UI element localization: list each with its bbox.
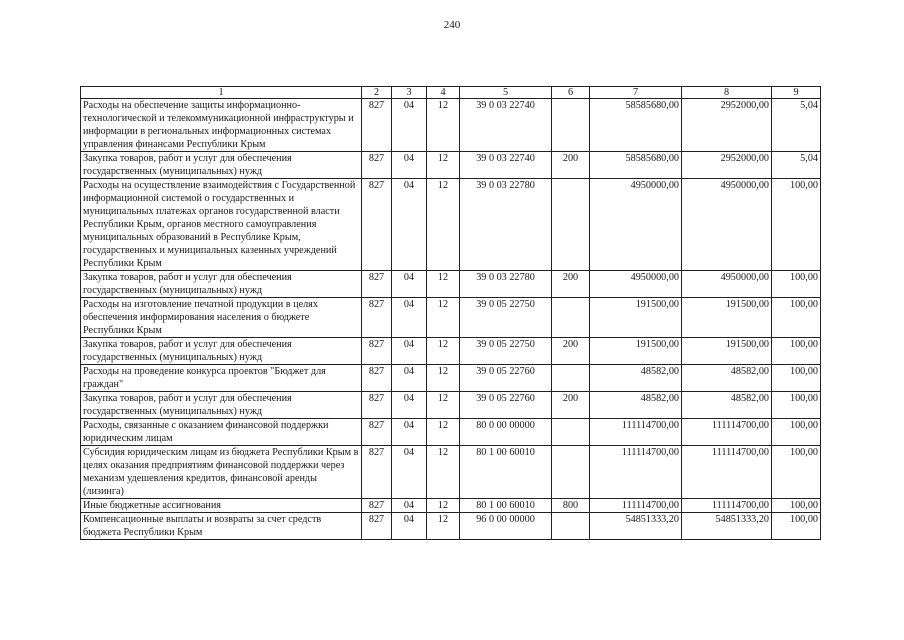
row-name-cell: Расходы на проведение конкурса проектов "Бюджет для граждан" [81,365,362,392]
planned-amount-cell: 191500,00 [590,338,682,365]
header-cell-3: 3 [392,87,427,99]
page-number: 240 [443,19,461,31]
subsection-code-cell: 12 [427,419,460,446]
table-row [81,179,821,271]
row-name-cell: Компенсационные выплаты и возвраты за счет средств бюджета Республики Крым [81,513,362,540]
executed-amount-cell: 54851333,20 [682,513,772,540]
planned-amount-cell: 111114700,00 [590,419,682,446]
target-article-cell: 39 0 05 22760 [460,392,552,419]
target-article-cell: 39 0 03 22780 [460,179,552,271]
table-row [81,365,821,392]
gr-code-cell: 827 [362,152,392,179]
row-name-cell: Субсидия юридическим лицам из бюджета Республики Крым в целях оказания предприятиям финансовой поддержки через механизм удешевления кредитов, финансовой аренды (лизинга) [81,446,362,499]
planned-amount-cell: 111114700,00 [590,446,682,499]
section-code-cell: 04 [392,513,427,540]
execution-percent-cell: 5,04 [772,99,821,152]
table-row [81,271,821,298]
planned-amount-cell: 4950000,00 [590,271,682,298]
header-cell-1: 1 [81,87,362,99]
subsection-code-cell: 12 [427,99,460,152]
expense-type-cell: 200 [552,338,590,365]
subsection-code-cell: 12 [427,152,460,179]
executed-amount-cell: 111114700,00 [682,446,772,499]
planned-amount-cell: 191500,00 [590,298,682,338]
executed-amount-cell: 2952000,00 [682,152,772,179]
row-name-cell: Расходы на обеспечение защиты информационно-технологической и телекоммуникационной инфраструктуры и информации в региональных информационных системах управления финансами Республики Крым [81,99,362,152]
expense-type-cell [552,446,590,499]
gr-code-cell: 827 [362,99,392,152]
execution-percent-cell: 5,04 [772,152,821,179]
target-article-cell: 80 1 00 60010 [460,499,552,513]
executed-amount-cell: 111114700,00 [682,499,772,513]
row-name-cell: Закупка товаров, работ и услуг для обеспечения государственных (муниципальных) нужд [81,271,362,298]
execution-percent-cell: 100,00 [772,338,821,365]
planned-amount-cell: 4950000,00 [590,179,682,271]
gr-code-cell: 827 [362,513,392,540]
subsection-code-cell: 12 [427,513,460,540]
row-name-cell: Иные бюджетные ассигнования [81,499,362,513]
table-row [81,513,821,540]
execution-percent-cell: 100,00 [772,392,821,419]
target-article-cell: 39 0 03 22780 [460,271,552,298]
table-row [81,99,821,152]
planned-amount-cell: 48582,00 [590,392,682,419]
executed-amount-cell: 48582,00 [682,365,772,392]
target-article-cell: 80 0 00 00000 [460,419,552,446]
expense-type-cell [552,365,590,392]
execution-percent-cell: 100,00 [772,499,821,513]
executed-amount-cell: 4950000,00 [682,271,772,298]
expense-type-cell [552,419,590,446]
target-article-cell: 39 0 03 22740 [460,152,552,179]
row-name-cell: Расходы, связанные с оказанием финансовой поддержки юридическим лицам [81,419,362,446]
gr-code-cell: 827 [362,446,392,499]
execution-percent-cell: 100,00 [772,419,821,446]
row-name-cell: Закупка товаров, работ и услуг для обеспечения государственных (муниципальных) нужд [81,338,362,365]
subsection-code-cell: 12 [427,338,460,365]
subsection-code-cell: 12 [427,365,460,392]
table-row [81,392,821,419]
executed-amount-cell: 48582,00 [682,392,772,419]
section-code-cell: 04 [392,179,427,271]
gr-code-cell: 827 [362,179,392,271]
planned-amount-cell: 58585680,00 [590,99,682,152]
target-article-cell: 39 0 05 22760 [460,365,552,392]
execution-percent-cell: 100,00 [772,271,821,298]
header-cell-6: 6 [552,87,590,99]
header-row [81,87,821,99]
subsection-code-cell: 12 [427,392,460,419]
header-cell-9: 9 [772,87,821,99]
section-code-cell: 04 [392,419,427,446]
table-row [81,446,821,499]
execution-percent-cell: 100,00 [772,298,821,338]
row-name-cell: Закупка товаров, работ и услуг для обеспечения государственных (муниципальных) нужд [81,392,362,419]
table-row [81,338,821,365]
row-name-cell: Расходы на изготовление печатной продукции в целях обеспечения информирования населения о бюджете Республики Крым [81,298,362,338]
executed-amount-cell: 111114700,00 [682,419,772,446]
header-cell-5: 5 [460,87,552,99]
row-name-cell: Расходы на осуществление взаимодействия с Государственной информационной системой о государственных и муниципальных платежах органов государственной власти Республики Крым, органов местного самоуправления муниципальных образований в Республике Крым, государственных и муниципальных казенных учреждений Республики Крым [81,179,362,271]
expense-type-cell [552,99,590,152]
execution-percent-cell: 100,00 [772,179,821,271]
gr-code-cell: 827 [362,392,392,419]
execution-percent-cell: 100,00 [772,513,821,540]
section-code-cell: 04 [392,365,427,392]
subsection-code-cell: 12 [427,446,460,499]
table-body [81,99,821,540]
table-row [81,298,821,338]
table-header [81,87,821,99]
header-cell-7: 7 [590,87,682,99]
planned-amount-cell: 54851333,20 [590,513,682,540]
gr-code-cell: 827 [362,271,392,298]
table-row [81,152,821,179]
target-article-cell: 39 0 05 22750 [460,338,552,365]
row-name-cell: Закупка товаров, работ и услуг для обеспечения государственных (муниципальных) нужд [81,152,362,179]
header-cell-8: 8 [682,87,772,99]
expense-type-cell [552,179,590,271]
expense-type-cell: 200 [552,152,590,179]
planned-amount-cell: 58585680,00 [590,152,682,179]
budget-table [80,86,821,540]
section-code-cell: 04 [392,271,427,298]
subsection-code-cell: 12 [427,271,460,298]
subsection-code-cell: 12 [427,499,460,513]
execution-percent-cell: 100,00 [772,365,821,392]
expense-type-cell: 200 [552,392,590,419]
target-article-cell: 39 0 03 22740 [460,99,552,152]
header-cell-4: 4 [427,87,460,99]
executed-amount-cell: 4950000,00 [682,179,772,271]
section-code-cell: 04 [392,392,427,419]
executed-amount-cell: 2952000,00 [682,99,772,152]
table-row [81,419,821,446]
expense-type-cell [552,513,590,540]
gr-code-cell: 827 [362,365,392,392]
section-code-cell: 04 [392,446,427,499]
section-code-cell: 04 [392,338,427,365]
target-article-cell: 80 1 00 60010 [460,446,552,499]
expense-type-cell: 800 [552,499,590,513]
expense-type-cell: 200 [552,271,590,298]
gr-code-cell: 827 [362,419,392,446]
planned-amount-cell: 48582,00 [590,365,682,392]
execution-percent-cell: 100,00 [772,446,821,499]
planned-amount-cell: 111114700,00 [590,499,682,513]
executed-amount-cell: 191500,00 [682,298,772,338]
subsection-code-cell: 12 [427,298,460,338]
gr-code-cell: 827 [362,298,392,338]
target-article-cell: 39 0 05 22750 [460,298,552,338]
executed-amount-cell: 191500,00 [682,338,772,365]
table-row [81,499,821,513]
section-code-cell: 04 [392,152,427,179]
gr-code-cell: 827 [362,338,392,365]
header-cell-2: 2 [362,87,392,99]
section-code-cell: 04 [392,99,427,152]
expense-type-cell [552,298,590,338]
gr-code-cell: 827 [362,499,392,513]
section-code-cell: 04 [392,499,427,513]
subsection-code-cell: 12 [427,179,460,271]
section-code-cell: 04 [392,298,427,338]
target-article-cell: 96 0 00 00000 [460,513,552,540]
